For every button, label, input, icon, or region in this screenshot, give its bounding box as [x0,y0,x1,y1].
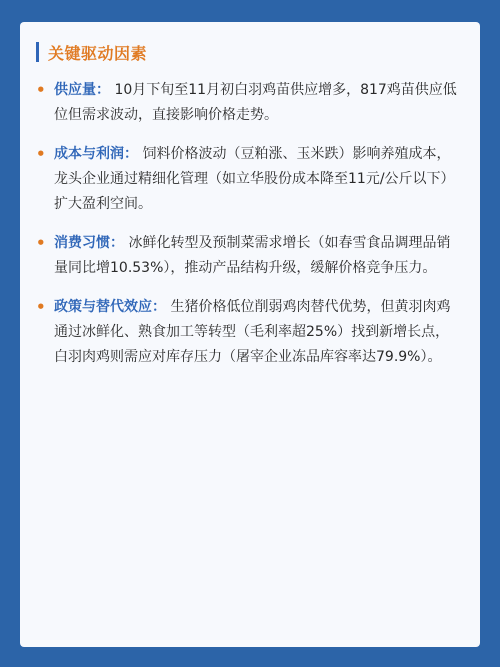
section-heading [36,40,458,64]
driver-item-policy-substitution [36,295,458,370]
bullet-dot-icon: • [36,81,46,99]
driver-text: 饲料价格波动（豆粕涨、玉米跌）影响养殖成本，龙头企业通过精细化管理（如立华股份成本降至11元/公斤以下）扩大盈利空间。 [54,146,455,212]
bullet-dot-icon: • [36,145,46,163]
bullet-dot-icon: • [36,234,46,252]
driver-label: 供应量： [54,82,110,98]
driver-item-consumption [36,231,458,281]
driver-item-supply [36,78,458,128]
driver-label: 成本与利润： [54,146,138,162]
driver-text: 10月下旬至11月初白羽鸡苗供应增多，817鸡苗供应低位但需求波动，直接影响价格走势。 [54,82,457,123]
bullet-dot-icon: • [36,298,46,316]
driver-text: 生猪价格低位削弱鸡肉替代优势，但黄羽肉鸡通过冰鲜化、熟食加工等转型（毛利率超25%）找到新增长点，白羽肉鸡则需应对库存压力（屠宰企业冻品库容率达79.9%）。 [54,299,451,365]
driver-text: 冰鲜化转型及预制菜需求增长（如春雪食品调理品销量同比增10.53%），推动产品结构升级，缓解价格竞争压力。 [54,235,451,276]
key-drivers-card [20,22,480,647]
driver-item-cost-profit [36,142,458,217]
section-title: 关键驱动因素 [48,43,148,63]
driver-label: 政策与替代效应： [54,299,166,315]
driver-label: 消费习惯： [54,235,124,251]
heading-accent-bar [36,42,39,62]
driver-list [36,78,458,370]
